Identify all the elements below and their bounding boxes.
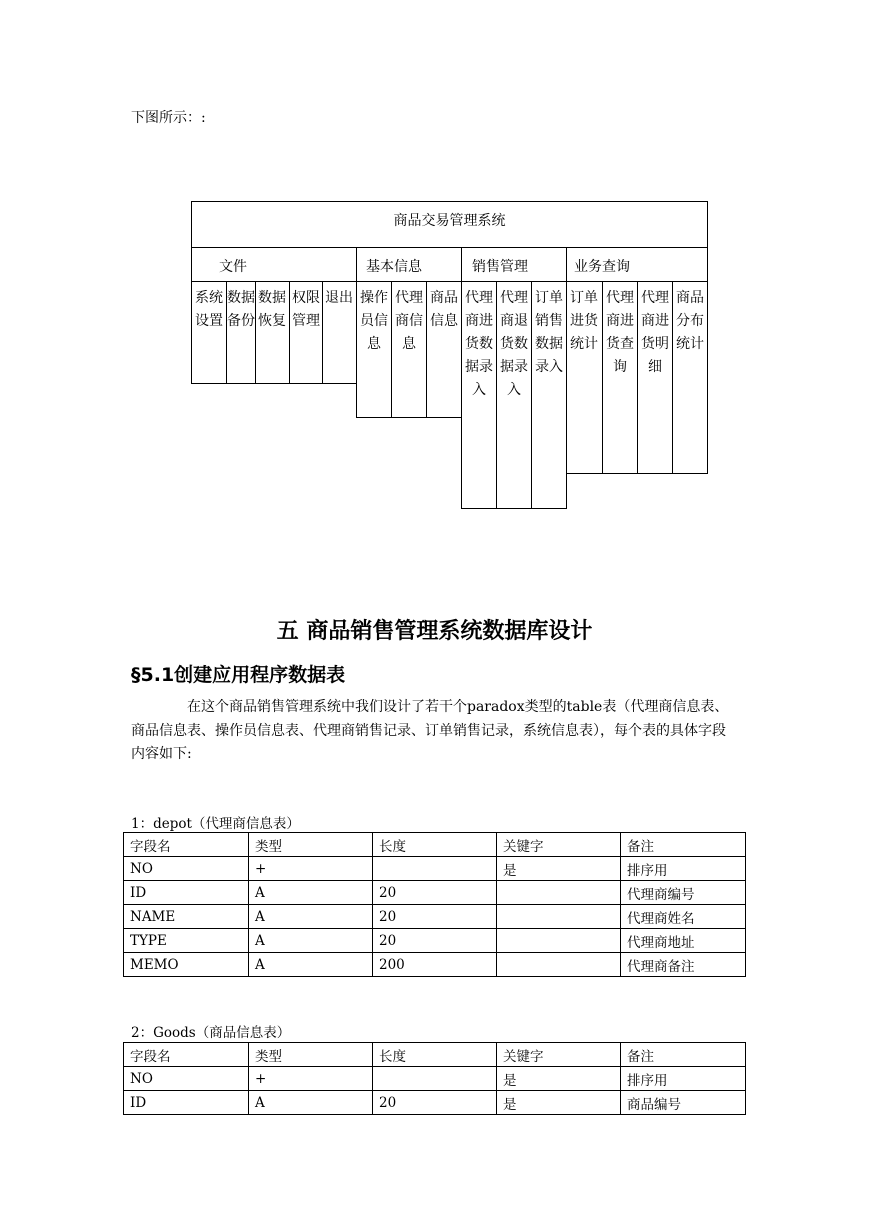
- table-cell: +: [249, 1067, 373, 1091]
- section-title: 五 商品销售管理系统数据库设计: [276, 619, 593, 644]
- table-cell: NO: [124, 857, 249, 881]
- subsection-title: §5.1创建应用程序数据表: [131, 664, 346, 686]
- header-cell: 字段名: [124, 1043, 249, 1067]
- group-label-query: 业务查询: [574, 259, 630, 275]
- item-label: 数据恢复: [258, 290, 286, 329]
- table-cell: 20: [373, 1091, 497, 1115]
- table-cell: A: [249, 1091, 373, 1115]
- header-cell: 备注: [621, 1043, 746, 1067]
- table-cell: 排序用: [621, 1067, 746, 1091]
- item-label: 代理商退货数据录入: [500, 290, 528, 398]
- table-cell: NAME: [124, 905, 249, 929]
- table-cell: [497, 881, 621, 905]
- item-label: 数据备份: [227, 290, 255, 329]
- table-row: [124, 1067, 746, 1091]
- diagram-root-label: 商品交易管理系统: [393, 213, 506, 229]
- table-caption: 2：Goods（商品信息表）: [131, 1025, 291, 1041]
- table-cell: 商品编号: [621, 1091, 746, 1115]
- table-cell: 代理商备注: [621, 953, 746, 977]
- item-label: 系统设置: [195, 290, 223, 329]
- table-cell: [373, 1067, 497, 1091]
- intro-text: 下图所示：:: [131, 110, 206, 126]
- table-cell: 20: [373, 929, 497, 953]
- table-cell: A: [249, 953, 373, 977]
- table-cell: 代理商地址: [621, 929, 746, 953]
- table-cell: 代理商编号: [621, 881, 746, 905]
- table-cell: A: [249, 929, 373, 953]
- group-label-file: 文件: [219, 259, 247, 275]
- table-cell: 代理商姓名: [621, 905, 746, 929]
- table-cell: 是: [497, 1091, 621, 1115]
- depot-table: [123, 832, 746, 977]
- table-row: [124, 953, 746, 977]
- table-cell: 排序用: [621, 857, 746, 881]
- table-cell: 是: [497, 1067, 621, 1091]
- header-cell: 类型: [249, 1043, 373, 1067]
- header-cell: 关键字: [497, 833, 621, 857]
- table-row: [124, 1091, 746, 1115]
- group-label-sales: 销售管理: [472, 259, 528, 275]
- item-label: 代理商进货明细: [641, 290, 669, 375]
- table-cell: A: [249, 881, 373, 905]
- item-label: 商品分布统计: [676, 290, 704, 352]
- table-cell: [497, 905, 621, 929]
- header-cell: 长度: [373, 1043, 497, 1067]
- header-cell: 关键字: [497, 1043, 621, 1067]
- table-cell: 20: [373, 881, 497, 905]
- table-header-row: [124, 1043, 746, 1067]
- item-label: 代理商进货数据录入: [465, 290, 493, 398]
- item-label: 操作员信息: [360, 290, 388, 352]
- table-cell: 是: [497, 857, 621, 881]
- table-cell: 20: [373, 905, 497, 929]
- goods-table: [123, 1042, 746, 1115]
- table-cell: MEMO: [124, 953, 249, 977]
- item-label: 订单进货统计: [570, 290, 598, 352]
- table-cell: [497, 953, 621, 977]
- item-label: 订单销售数据录入: [535, 290, 563, 375]
- table-cell: TYPE: [124, 929, 249, 953]
- table-cell: [497, 929, 621, 953]
- table-row: [124, 881, 746, 905]
- table-cell: [373, 857, 497, 881]
- table-cell: ID: [124, 881, 249, 905]
- table-cell: +: [249, 857, 373, 881]
- table-row: [124, 929, 746, 953]
- table-row: [124, 905, 746, 929]
- body-paragraph: 在这个商品销售管理系统中我们设计了若干个paradox类型的table表（代理商信息表、商品信息表、操作员信息表、代理商销售记录、订单销售记录，系统信息表），每个表的具体字段内容如下:: [131, 699, 729, 762]
- table-row: [124, 857, 746, 881]
- header-cell: 备注: [621, 833, 746, 857]
- group-label-basic-info: 基本信息: [366, 259, 422, 275]
- table-cell: ID: [124, 1091, 249, 1115]
- table-header-row: [124, 833, 746, 857]
- header-cell: 类型: [249, 833, 373, 857]
- table-cell: 200: [373, 953, 497, 977]
- item-label: 权限管理: [292, 290, 320, 329]
- function-structure-diagram: [0, 0, 869, 560]
- header-cell: 字段名: [124, 833, 249, 857]
- item-label: 退出: [325, 290, 353, 306]
- item-label: 代理商信息: [395, 290, 423, 352]
- item-label: 代理商进货查询: [606, 290, 634, 375]
- group-box-file: [191, 247, 357, 282]
- header-cell: 长度: [373, 833, 497, 857]
- table-caption: 1：depot（代理商信息表）: [131, 816, 300, 832]
- table-cell: NO: [124, 1067, 249, 1091]
- table-cell: A: [249, 905, 373, 929]
- item-label: 商品信息: [430, 290, 458, 329]
